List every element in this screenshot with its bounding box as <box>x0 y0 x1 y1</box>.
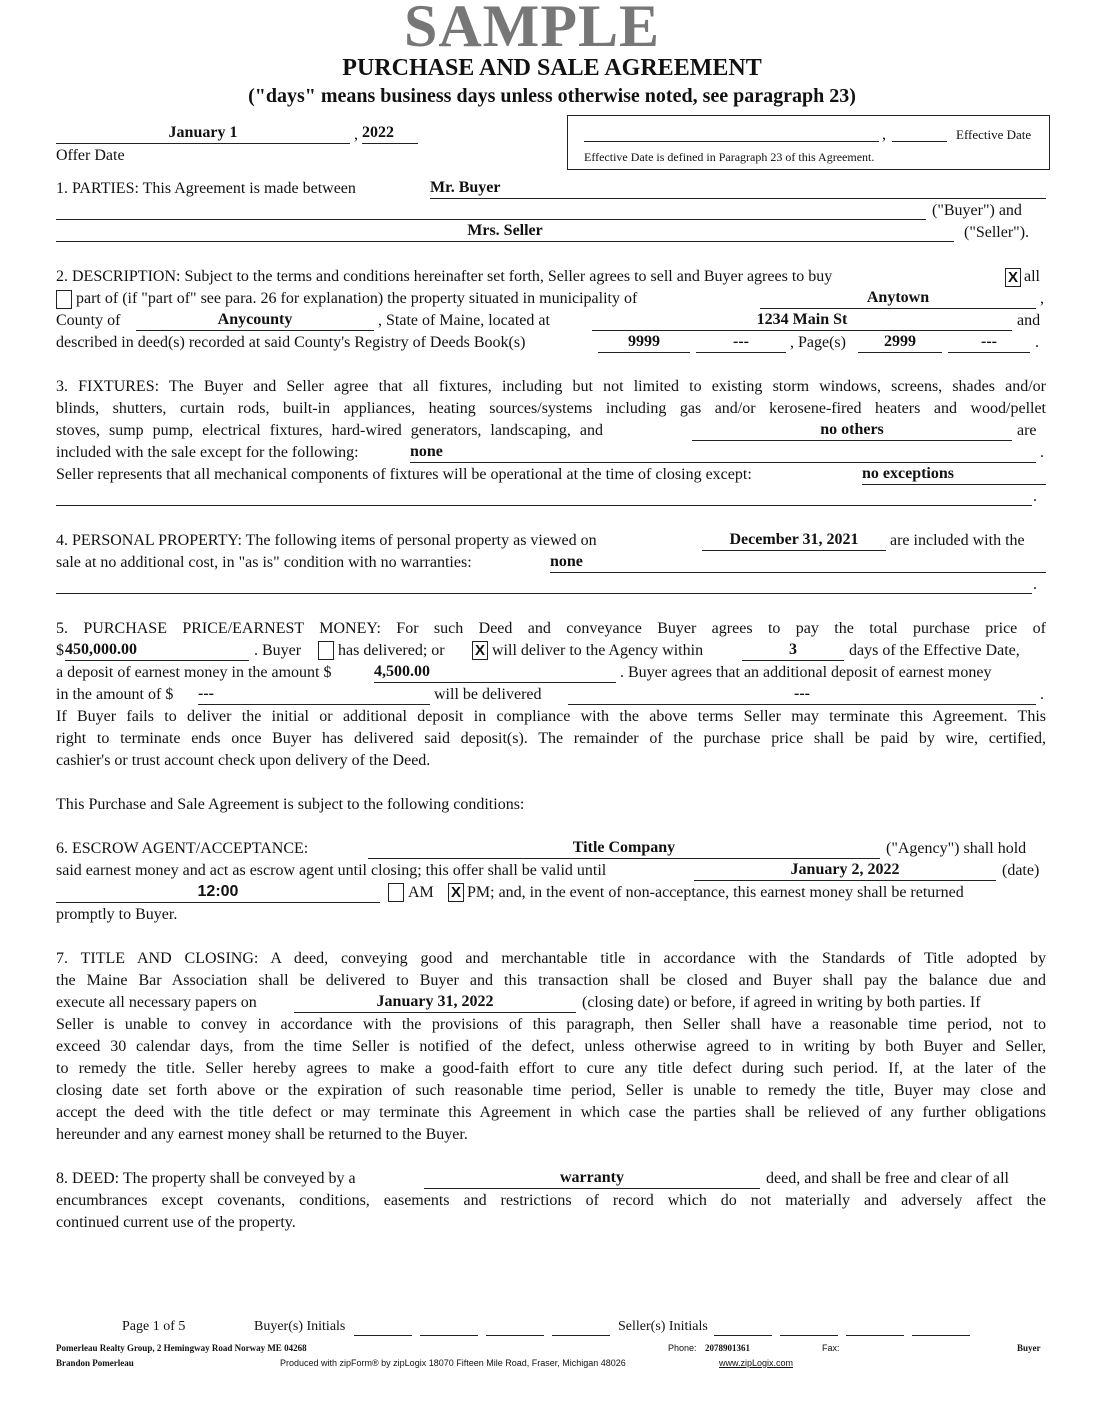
has-delivered-checkbox[interactable] <box>318 641 334 660</box>
deed-book-1-field[interactable]: 9999 <box>598 334 690 353</box>
s2-line2: part of (if "part of" see para. 26 for explanation) the property situated in municipality of <box>76 290 638 307</box>
s7-line3b: (closing date) or before, if agreed in writing by both parties. If <box>582 994 981 1011</box>
county-label: County of <box>56 312 121 329</box>
closing-date-field[interactable]: January 31, 2022 <box>294 994 576 1013</box>
am-checkbox[interactable] <box>388 883 404 902</box>
s7-line4: Seller is unable to convey in accordance with the provisions of this paragraph, then Seller shall have a reasonable time period, not to <box>56 1016 1046 1033</box>
s3-line2: blinds, shutters, curtain rods, built-in appliances, heating sources/systems including gas and/or kerosene-fired heaters and wood/pellet <box>56 400 1046 417</box>
personal-property-items-field[interactable]: none <box>550 554 1046 573</box>
offer-valid-date-field[interactable]: January 2, 2022 <box>694 862 996 881</box>
buyer-name-field[interactable]: Mr. Buyer <box>430 180 1046 199</box>
county-field[interactable]: Anycounty <box>136 312 374 331</box>
part-of-checkbox[interactable] <box>56 290 72 309</box>
s7-line6: to remedy the title. Seller hereby agrees to make a good-faith effort to cure any title defect during such period. If, at the later of the <box>56 1060 1046 1077</box>
effective-year-line[interactable] <box>892 141 947 142</box>
effective-date-comma: , <box>882 126 886 143</box>
buyer-initial-2[interactable] <box>420 1335 478 1336</box>
all-label: all <box>1024 268 1040 285</box>
earnest-deposit-field[interactable]: 4,500.00 <box>374 664 616 683</box>
document-title: PURCHASE AND SALE AGREEMENT <box>342 55 762 81</box>
s5-line4: in the amount of $ <box>56 686 174 703</box>
s5-line3: a deposit of earnest money in the amount $ <box>56 664 332 681</box>
s8-line1b: deed, and shall be free and clear of all <box>766 1170 1009 1187</box>
additional-deposit-field[interactable]: --- <box>198 686 430 705</box>
s7-line5: exceed 30 calendar days, from the time Seller is notified of the defect, unless otherwise agreed to in writing by both Buyer and Seller, <box>56 1038 1046 1055</box>
s5-para-2: right to terminate ends once Buyer has delivered said deposit(s). The remainder of the purchase price shall be paid by wire, certified, <box>56 730 1046 747</box>
s4-line1: 4. PERSONAL PROPERTY: The following items of personal property as viewed on <box>56 532 597 549</box>
delivery-days-field[interactable]: 3 <box>742 642 844 661</box>
buyer-initial-1[interactable] <box>354 1335 412 1336</box>
s6-line1: 6. ESCROW AGENT/ACCEPTANCE: <box>56 840 309 857</box>
s5-para-3: cashier's or trust account check upon delivery of the Deed. <box>56 752 431 769</box>
s5-line1: 5. PURCHASE PRICE/EARNEST MONEY: For such Deed and conveyance Buyer agrees to pay the total purchase price of <box>56 620 1046 637</box>
effective-date-label: Effective Date <box>956 127 1032 142</box>
municipality-field[interactable]: Anytown <box>760 290 1036 309</box>
s6-line2: said earnest money and act as escrow agent until closing; this offer shall be valid until <box>56 862 607 879</box>
offer-year-field[interactable]: 2022 <box>362 125 418 144</box>
s7-line7: closing date set forth above or the expiration of such reasonable time period, Seller is unable to remedy the title, Buyer may close and <box>56 1082 1046 1099</box>
offer-year-separator: , <box>354 126 358 143</box>
buyer-tag: ("Buyer") and <box>932 202 1022 219</box>
s7-line8: accept the deed with the title defect or may terminate this Agreement in which case the parties shall be relieved of any further obligations <box>56 1104 1046 1121</box>
days-text: days of the Effective Date, <box>849 642 1020 659</box>
dollar-sign: $ <box>56 642 64 659</box>
buyer-initials-label: Buyer(s) Initials <box>254 1319 346 1334</box>
seller-name-field[interactable]: Mrs. Seller <box>56 223 954 242</box>
date-tag: (date) <box>1002 862 1040 879</box>
agent-name: Brandon Pomerleau <box>56 1358 134 1368</box>
address-and: and <box>1017 312 1041 329</box>
s3-line3: stoves, sump pump, electrical fixtures, hard-wired generators, landscaping, and <box>56 422 603 439</box>
produced-by: Produced with zipForm® by zipLogix 18070 Fifteen Mile Road, Fraser, Michigan 48026 <box>280 1358 626 1368</box>
fixtures-others-field[interactable]: no others <box>692 422 1012 441</box>
s5-para-1: If Buyer fails to deliver the initial or additional deposit in compliance with the above terms Seller may terminate this Agreement. This <box>56 708 1046 725</box>
s4-line2: sale at no additional cost, in "as is" condition with no warranties: <box>56 554 472 571</box>
municipality-comma: , <box>1040 290 1044 307</box>
fax-label: Fax: <box>822 1343 840 1353</box>
s5-line3b: . Buyer agrees that an additional deposit of earnest money <box>620 664 992 681</box>
s3-are: are <box>1017 422 1037 439</box>
brokerage-address: Pomerleau Realty Group, 2 Hemingway Road Norway ME 04268 <box>56 1343 307 1353</box>
s2-line1: 2. DESCRIPTION: Subject to the terms and conditions hereinafter set forth, Seller agrees to sell and Buyer agrees to buy <box>56 268 833 285</box>
s5-period: . <box>1040 686 1044 703</box>
personal-property-line-2[interactable] <box>56 593 1032 594</box>
seller-initial-2[interactable] <box>780 1335 838 1336</box>
s8-line1a: 8. DEED: The property shall be conveyed by a <box>56 1170 356 1187</box>
s8-line2: encumbrances except covenants, conditions, easements and restrictions of record which do not materially and adversely affect the <box>56 1192 1046 1209</box>
s3-period2: . <box>1033 488 1037 505</box>
s2-period: . <box>1035 334 1039 351</box>
pm-checkbox[interactable]: X <box>448 883 464 902</box>
will-deliver-label: will deliver to the Agency within <box>492 642 704 659</box>
effective-date-note: Effective Date is defined in Paragraph 23 of this Agreement. <box>584 150 875 164</box>
ziplogix-link[interactable]: www.zipLogix.com <box>719 1358 794 1368</box>
escrow-agency-field[interactable]: Title Company <box>368 840 880 859</box>
fixtures-exceptions-field[interactable]: none <box>410 444 1036 463</box>
mechanical-exceptions-line-2[interactable] <box>56 505 1032 506</box>
s7-line3a: execute all necessary papers on <box>56 994 257 1011</box>
phone-label: Phone: <box>668 1343 697 1353</box>
deed-page-2-field[interactable]: --- <box>948 334 1030 353</box>
document-name: Buyer <box>1017 1343 1041 1353</box>
effective-date-line[interactable] <box>584 141 879 142</box>
document-subtitle: ("days" means business days unless otherwise noted, see paragraph 23) <box>248 85 856 107</box>
seller-tag: ("Seller"). <box>964 224 1030 241</box>
seller-initial-1[interactable] <box>714 1335 772 1336</box>
has-delivered-label: has delivered; or <box>338 642 445 659</box>
buyer-initial-3[interactable] <box>486 1335 544 1336</box>
s7-line1: 7. TITLE AND CLOSING: A deed, conveying good and merchantable title in accordance with the Standards of Title adopted by <box>56 950 1046 967</box>
phone-number: 2078901361 <box>705 1343 750 1353</box>
s2-line4: described in deed(s) recorded at said County's Registry of Deeds Book(s) <box>56 334 526 351</box>
offer-valid-time-field[interactable]: 12:00 <box>56 884 380 903</box>
purchase-price-field[interactable]: 450,000.00 <box>65 642 249 661</box>
mechanical-exceptions-field[interactable]: no exceptions <box>862 466 1046 485</box>
s3-line4: included with the sale except for the following: <box>56 444 359 461</box>
s3-period: . <box>1040 444 1044 461</box>
seller-initial-3[interactable] <box>846 1335 904 1336</box>
all-checkbox[interactable]: X <box>1005 268 1021 287</box>
offer-date-field[interactable]: January 1 <box>56 125 350 144</box>
s4-period: . <box>1033 576 1037 593</box>
s4-line1b: are included with the <box>890 532 1025 549</box>
sample-watermark: SAMPLE <box>403 0 661 59</box>
am-label: AM <box>408 884 434 901</box>
pm-text: PM; and, in the event of non-acceptance, this earnest money shall be returned <box>467 884 964 901</box>
buyer-name-line-2[interactable] <box>56 219 926 220</box>
additional-delivery-field[interactable]: --- <box>568 686 1036 705</box>
s7-line9: hereunder and any earnest money shall be returned to the Buyer. <box>56 1126 468 1143</box>
conditions-intro: This Purchase and Sale Agreement is subject to the following conditions: <box>56 796 525 813</box>
address-field[interactable]: 1234 Main St <box>592 312 1012 331</box>
seller-initials-label: Seller(s) Initials <box>618 1319 708 1334</box>
offer-date-label: Offer Date <box>56 147 125 164</box>
s6-line4: promptly to Buyer. <box>56 906 178 923</box>
agency-tag: ("Agency") shall hold <box>886 840 1027 857</box>
s8-line3: continued current use of the property. <box>56 1214 296 1231</box>
buyer-initial-4[interactable] <box>552 1335 610 1336</box>
s1-parties-label: 1. PARTIES: This Agreement is made between <box>56 180 356 197</box>
s3-line5: Seller represents that all mechanical components of fixtures will be operational at the time of closing except: <box>56 466 752 483</box>
s5-buyer: . Buyer <box>254 642 302 659</box>
s3-line1: 3. FIXTURES: The Buyer and Seller agree that all fixtures, including but not limited to existing storm windows, screens, shades and/or <box>56 378 1046 395</box>
deed-type-field[interactable]: warranty <box>424 1170 760 1189</box>
personal-property-date-field[interactable]: December 31, 2021 <box>702 532 886 551</box>
page-label: , Page(s) <box>790 334 846 351</box>
deed-page-1-field[interactable]: 2999 <box>858 334 942 353</box>
state-text: , State of Maine, located at <box>378 312 550 329</box>
deed-book-2-field[interactable]: --- <box>696 334 786 353</box>
seller-initial-4[interactable] <box>912 1335 970 1336</box>
page-number: Page 1 of 5 <box>122 1319 186 1334</box>
will-be-delivered: will be delivered <box>434 686 542 703</box>
s7-line2: the Maine Bar Association shall be delivered to Buyer and this transaction shall be closed and Buyer shall pay the balance due and <box>56 972 1046 989</box>
will-deliver-checkbox[interactable]: X <box>472 641 488 660</box>
